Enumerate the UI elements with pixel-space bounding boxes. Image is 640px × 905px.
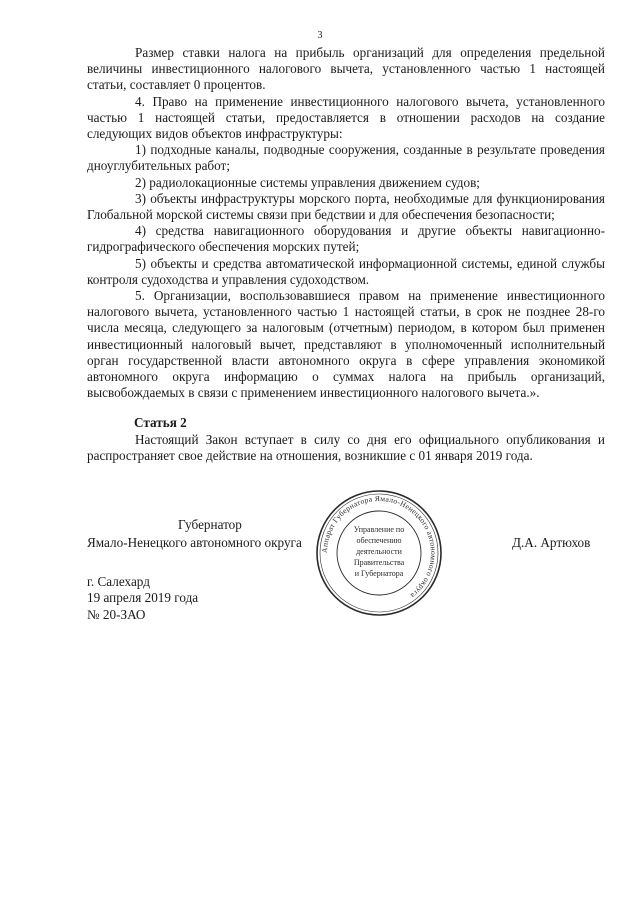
seal-line: деятельности: [356, 547, 402, 556]
list-item: 3) объекты инфраструктуры морского порта, необходимые для функционирования Глобальной морской системы связи при бедствии и для обеспечения безопасности;: [87, 190, 605, 223]
article-2-body: [87, 432, 605, 464]
paragraph-tax-rate: Размер ставки налога на прибыль организаций для определения предельной величины инвестиционного налогового вычета, установленного частью 1 настоящей статьи, составляет 0 процентов.: [87, 45, 605, 93]
official-seal: [314, 488, 444, 618]
law-date: 19 апреля 2019 года: [87, 590, 199, 606]
place-and-date: [87, 574, 198, 623]
list-item: 5) объекты и средства автоматической информационной системы, единой службы контроля судоходства и управления судоходством.: [87, 255, 605, 287]
seal-line: Правительства: [353, 558, 405, 567]
seal-line: и Губернатора: [354, 569, 404, 578]
paragraph-4: 4. Право на применение инвестиционного налогового вычета, установленного частью 1 настоящей статьи, предоставляется в отношении расходов на создание следующих видов объектов инфраструктуры:: [87, 93, 605, 142]
signature-name: Д.А. Артюхов: [512, 535, 591, 550]
list-item: 2) радиолокационные системы управления движением судов;: [135, 174, 480, 190]
list-item: 1) подходные каналы, подводные сооружения, созданные в результате проведения дноуглубительных работ;: [87, 142, 605, 174]
page-number: 3: [317, 30, 323, 41]
signature-region: Ямало-Ненецкого автономного округа: [87, 535, 302, 550]
list-item: 4) средства навигационного оборудования и другие объекты навигационно-гидрографического обеспечения морских путей;: [87, 223, 605, 255]
article-2-text: Настоящий Закон вступает в силу со дня его официального опубликования и распространяет свое действие на отношения, возникшие с 01 января 2019 года.: [87, 432, 605, 464]
seal-line: обеспечению: [356, 536, 402, 545]
seal-ring-text: Аппарат Губернатора Ямало-Ненецкого автономного округа: [319, 493, 439, 601]
signature-title: Губернатор: [178, 517, 242, 532]
law-body: [87, 45, 605, 401]
paragraph-5: 5. Организации, воспользовавшиеся правом на применение инвестиционного налогового вычета, установленного частью 1 настоящей статьи, в срок не позднее 28-го числа месяца, следующего за налоговым (отчетным) периодом, в котором был применен инвестиционный налоговый вычет, представляют в уполномоченный исполнительный орган государственной власти автономного округа в сфере управления экономикой автономного округа информацию о суммах налога на прибыль организаций, высвобождаемых в связи с применением инвестиционного налогового вычета.».: [87, 288, 605, 401]
seal-line: Управление по: [353, 525, 405, 534]
city: г. Салехард: [87, 574, 150, 589]
article-2-heading: Статья 2: [134, 415, 187, 430]
law-number: № 20-ЗАО: [87, 606, 146, 622]
